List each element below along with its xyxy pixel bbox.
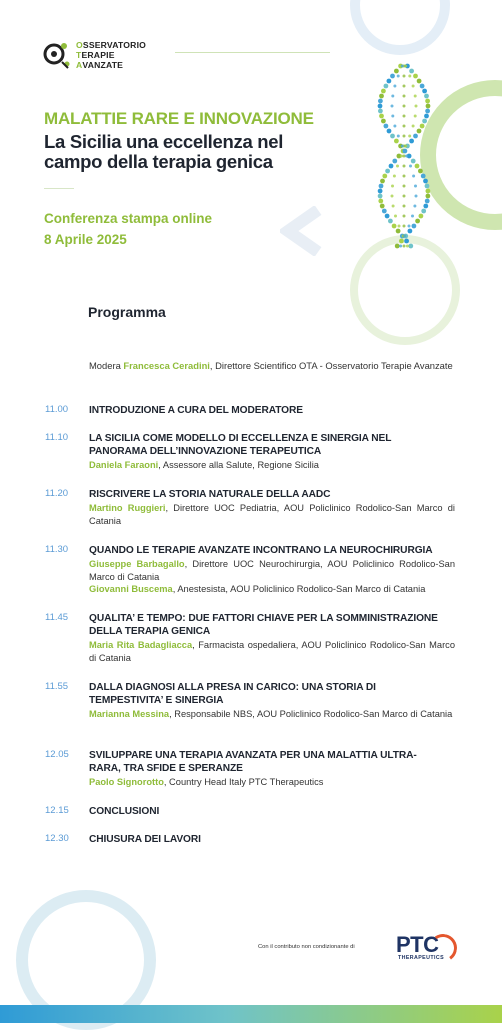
speaker-name: Giuseppe Barbagallo: [89, 559, 185, 569]
conference-date: 8 Aprile 2025: [44, 232, 127, 247]
dna-dot: [424, 114, 429, 119]
dna-dot: [423, 179, 428, 184]
dna-rung-dot: [396, 165, 399, 168]
dna-rung-dot: [391, 195, 394, 198]
dna-rung-dot: [403, 205, 406, 208]
dna-rung-dot: [403, 165, 406, 168]
dna-dot: [387, 79, 392, 84]
dna-dot: [378, 99, 383, 104]
dna-dot: [380, 204, 385, 209]
logo-line-2: TERAPIE: [76, 50, 115, 60]
dna-rung-dot: [393, 85, 396, 88]
dna-dot: [408, 229, 413, 234]
dna-rung-dot: [403, 135, 406, 138]
dna-rung-dot: [393, 125, 396, 128]
agenda-speakers: [89, 459, 455, 472]
dna-rung-dot: [415, 195, 418, 198]
dna-rung-dot: [414, 115, 417, 118]
dna-dot: [395, 244, 400, 249]
dna-dot: [384, 84, 389, 89]
dna-rung-dot: [411, 215, 414, 218]
dna-helix-graphic: [368, 62, 440, 252]
agenda-title: QUANDO LE TERAPIE AVANZATE INCONTRANO LA NEUROCHIRURGIA: [89, 545, 433, 556]
dna-rung-dot: [408, 75, 411, 78]
ptc-wordmark: PTC: [396, 932, 439, 957]
speaker-entry: [89, 639, 455, 664]
dna-dot: [385, 169, 390, 174]
dna-dot: [426, 189, 431, 194]
dna-dot: [396, 229, 401, 234]
chevron-left-decoration: [280, 206, 324, 256]
dna-dot: [415, 164, 420, 169]
dna-rung-dot: [403, 225, 406, 228]
dna-dot: [413, 74, 418, 79]
dna-rung-dot: [397, 75, 400, 78]
logo-wordmark: [76, 40, 146, 70]
bottom-gradient-bar: [0, 1005, 502, 1023]
program-heading: Programma: [88, 304, 166, 320]
dna-rung-dot: [403, 195, 406, 198]
dna-rung-dot: [403, 85, 406, 88]
dna-rung-dot: [412, 175, 415, 178]
agenda-title: CHIUSURA DEI LAVORI: [89, 834, 201, 845]
dna-dot: [388, 219, 393, 224]
pre-title: MALATTIE RARE E INNOVAZIONE: [44, 109, 314, 128]
dna-dot: [378, 104, 383, 109]
dna-dot: [422, 89, 427, 94]
speaker-entry: [89, 583, 455, 596]
agenda-time: 12.15: [45, 805, 69, 816]
dna-dot: [380, 179, 385, 184]
title-divider: [44, 188, 74, 189]
dna-dot: [382, 174, 387, 179]
dna-dot: [403, 149, 408, 154]
dna-dot: [384, 124, 389, 129]
dna-dot: [392, 224, 397, 229]
dna-dot: [379, 184, 384, 189]
agenda-time: 11.20: [45, 488, 69, 499]
dna-rung-dot: [398, 225, 401, 228]
dna-rung-dot: [414, 185, 417, 188]
dna-dot: [417, 129, 422, 134]
dna-dot: [420, 84, 425, 89]
dna-rung-dot: [403, 235, 406, 238]
dna-dot: [379, 94, 384, 99]
speaker-name: Daniela Faraoni: [89, 460, 159, 470]
dna-rung-dot: [415, 105, 418, 108]
dna-rung-dot: [394, 215, 397, 218]
sponsor-note: Con il contributo non condizionante di: [258, 944, 355, 950]
dna-dot: [423, 204, 428, 209]
agenda-time: 11.45: [45, 612, 69, 623]
dna-dot: [426, 194, 431, 199]
decor-circle-top: [350, 0, 450, 55]
dna-dot: [409, 69, 414, 74]
logo-line-3: AVANZATE: [76, 60, 124, 70]
dna-dot: [422, 119, 427, 124]
ota-logo-mark: [42, 40, 72, 70]
speaker-role: , Direttore UOC Pediatria, AOU Policlinico Rodolico-San Marco di Catania: [89, 503, 455, 526]
dna-dot: [394, 69, 399, 74]
agenda-speakers: [89, 558, 455, 596]
agenda-title: DALLA DIAGNOSI ALLA PRESA IN CARICO: UNA STORIA DI TEMPESTIVITA’ E SINERGIA: [89, 682, 376, 706]
logo-line-1: OSSERVATORIO: [76, 40, 147, 50]
dna-dot: [379, 114, 384, 119]
speaker-entry: [89, 502, 455, 527]
moderator-line: [89, 360, 454, 373]
agenda-speakers: [89, 708, 455, 721]
dna-rung-dot: [403, 115, 406, 118]
dna-rung-dot: [406, 245, 409, 248]
agenda-time: 11.10: [45, 432, 69, 443]
dna-dot: [421, 174, 426, 179]
dna-rung-dot: [399, 245, 402, 248]
dna-rung-dot: [392, 205, 395, 208]
speaker-role: , Anestesista, AOU Policlinico Rodolico-San Marco di Catania: [172, 584, 426, 594]
dna-dot: [419, 214, 424, 219]
speaker-name: Marianna Messina: [89, 709, 170, 719]
moderator-prefix: Modera: [89, 360, 124, 371]
dna-rung-dot: [391, 115, 394, 118]
speaker-role: , Responsabile NBS, AOU Policlinico Rodolico-San Marco di Catania: [169, 709, 453, 719]
dna-dot: [420, 124, 425, 129]
dna-dot: [426, 104, 431, 109]
speaker-entry: [89, 459, 455, 472]
dna-rung-dot: [391, 95, 394, 98]
conference-label: Conferenza stampa online: [44, 211, 213, 226]
speaker-entry: [89, 776, 455, 789]
dna-rung-dot: [403, 155, 406, 158]
speaker-name: Paolo Signorotto: [89, 777, 164, 787]
dna-dot: [390, 134, 395, 139]
dna-dot: [412, 224, 417, 229]
agenda-time: 12.05: [45, 749, 69, 760]
dna-rung-dot: [401, 145, 404, 148]
dna-dot: [411, 159, 416, 164]
dna-rung-dot: [409, 165, 412, 168]
dna-rung-dot: [403, 105, 406, 108]
dna-rung-dot: [412, 85, 415, 88]
dna-dot: [425, 184, 430, 189]
dna-rung-dot: [400, 155, 403, 158]
agenda-speakers: [89, 639, 455, 664]
agenda-time: 11.55: [45, 681, 69, 692]
agenda-title: CONCLUSIONI: [89, 806, 160, 817]
agenda-time: 11.30: [45, 544, 69, 555]
dna-rung-dot: [408, 135, 411, 138]
dna-dot: [378, 199, 383, 204]
moderator-role: , Direttore Scientifico OTA - Osservatorio Terapie Avanzate: [209, 360, 453, 371]
dna-dot: [378, 109, 383, 114]
dna-rung-dot: [393, 175, 396, 178]
ota-logo: [42, 38, 162, 72]
agenda-title: INTRODUZIONE A CURA DEL MODERATORE: [89, 405, 303, 416]
dna-rung-dot: [403, 175, 406, 178]
dna-dot: [394, 139, 399, 144]
agenda-time: 11.00: [45, 404, 69, 415]
dna-dot: [399, 239, 404, 244]
dna-dot: [381, 119, 386, 124]
dna-dot: [387, 129, 392, 134]
header-rule: [175, 52, 330, 53]
dna-rung-dot: [401, 65, 404, 68]
dna-dot: [385, 214, 390, 219]
speaker-name: Maria Rita Badagliacca: [89, 640, 193, 650]
dna-dot: [409, 139, 414, 144]
dna-rung-dot: [391, 185, 394, 188]
dna-dot: [381, 89, 386, 94]
agenda-speakers: [89, 776, 455, 789]
dna-dot: [417, 79, 422, 84]
dna-dot: [425, 109, 430, 114]
speaker-role: , Country Head Italy PTC Therapeutics: [163, 777, 324, 787]
ptc-subtitle: THERAPEUTICS: [398, 955, 445, 961]
dna-dot: [382, 209, 387, 214]
dna-dot: [418, 169, 423, 174]
dna-rung-dot: [403, 125, 406, 128]
agenda-title: SVILUPPARE UNA TERAPIA AVANZATA PER UNA MALATTIA ULTRA-RARA, TRA SFIDE E SPERANZE: [89, 750, 417, 774]
agenda-title: RISCRIVERE LA STORIA NATURALE DELLA AADC: [89, 489, 331, 500]
dna-rung-dot: [413, 205, 416, 208]
page-title: La Sicilia una eccellenza nel campo della terapia genica: [44, 131, 284, 172]
speaker-role: , Assessore alla Salute, Regione Sicilia: [158, 460, 319, 470]
agenda-title: LA SICILIA COME MODELLO DI ECCELLENZA E SINERGIA NEL PANORAMA DELL’INNOVAZIONE TERAPEUTICA: [89, 433, 392, 457]
dna-rung-dot: [414, 95, 417, 98]
dna-rung-dot: [403, 215, 406, 218]
dna-rung-dot: [403, 75, 406, 78]
speaker-name: Martino Ruggieri: [89, 503, 166, 513]
speaker-role: , Direttore UOC Neurochirurgia, AOU Policlinico Rodolico-San Marco di Catania: [89, 559, 455, 582]
agenda-title: QUALITA’ E TEMPO: DUE FATTORI CHIAVE PER LA SOMMINISTRAZIONE DELLA TERAPIA GENICA: [89, 613, 438, 637]
speaker-role: , Farmacista ospedaliera, AOU Policlinico Rodolico-San Marco di Catania: [89, 640, 455, 663]
dna-rung-dot: [408, 225, 411, 228]
dna-dot: [425, 99, 430, 104]
dna-dot: [390, 74, 395, 79]
agenda-time: 12.30: [45, 833, 69, 844]
dna-dot: [424, 94, 429, 99]
dna-rung-dot: [397, 135, 400, 138]
dna-rung-dot: [412, 125, 415, 128]
moderator-name: Francesca Ceradini: [123, 360, 210, 371]
dna-dot: [378, 189, 383, 194]
dna-dot: [404, 239, 409, 244]
dna-dot: [389, 164, 394, 169]
dna-dot: [415, 219, 420, 224]
dna-rung-dot: [391, 105, 394, 108]
dna-dot: [408, 244, 413, 249]
dna-dot: [421, 209, 426, 214]
speaker-entry: [89, 558, 455, 583]
ptc-logo: [392, 932, 456, 966]
dna-rung-dot: [405, 155, 408, 158]
dna-dot: [413, 134, 418, 139]
agenda-speakers: [89, 502, 455, 527]
speaker-name: Giovanni Buscema: [89, 584, 173, 594]
dna-rung-dot: [403, 245, 406, 248]
dna-dot: [378, 194, 383, 199]
dna-rung-dot: [403, 95, 406, 98]
dna-dot: [392, 159, 397, 164]
dna-rung-dot: [403, 185, 406, 188]
speaker-entry: [89, 708, 455, 721]
dna-dot: [425, 199, 430, 204]
